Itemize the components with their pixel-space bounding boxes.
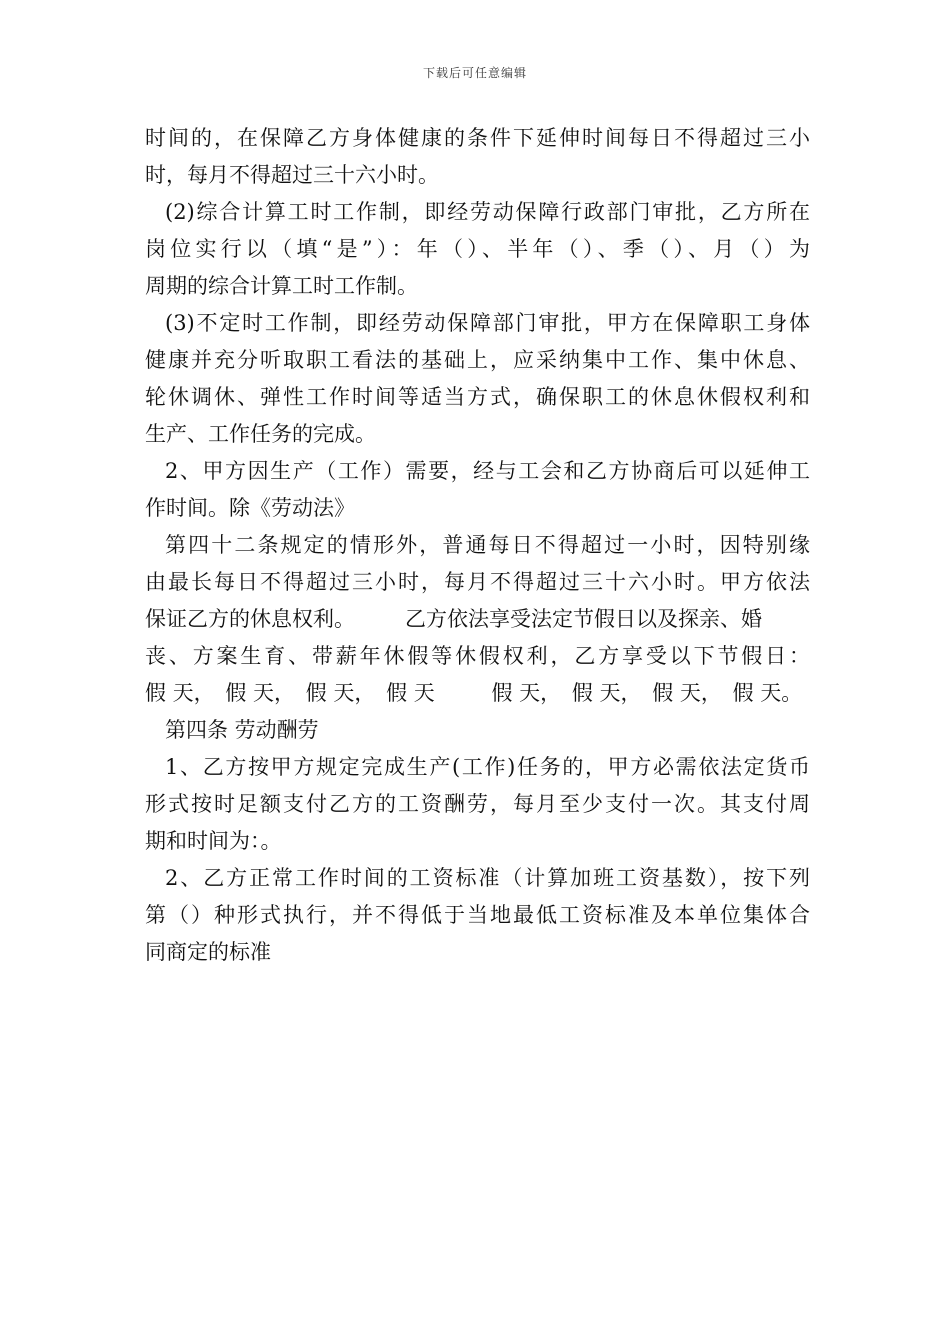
text-line: 岗位实行以（填“是”）：年（）、半年（）、季（）、月（）为 [145,237,810,261]
holiday-list [145,675,810,712]
holiday-rights-text: 乙方依法享受法定节假日以及探亲、婚 [405,607,762,631]
paragraph-block-1 [145,120,810,601]
text-line: 第四十二条规定的情形外，普通每日不得超过一小时，因特别缘 [165,533,810,557]
text-line: 2、乙方正常工作时间的工资标准（计算加班工资基数），按下列 [165,866,810,890]
holiday-item: 假 天 [386,681,435,705]
holiday-item: 假 天， [491,681,562,705]
text-line: 生产、工作任务的完成。 [145,422,376,446]
holiday-item: 假 天， [225,681,296,705]
text-line: 轮休调休、弹性工作时间等适当方式，确保职工的休息休假权利和 [145,385,810,409]
holiday-item: 假 天， [305,681,376,705]
text-line: 周期的综合计算工时工作制。 [145,274,418,298]
text-line: 期和时间为：。 [145,829,282,853]
text-line: (2)综合计算工时工作制，即经劳动保障行政部门审批，乙方所在 [165,200,810,224]
paragraph-block-2 [145,749,810,971]
text-line: 1、乙方按甲方规定完成生产(工作)任务的，甲方必需依法定货币 [165,755,810,779]
text-line: 形式按时足额支付乙方的工资酬劳，每月至少支付一次。其支付周 [145,792,810,816]
text-line-rest-rights [145,601,810,638]
text-line: 第（）种形式执行，并不得低于当地最低工资标准及本单位集体合 [145,903,810,927]
text-line: 健康并充分听取职工看法的基础上，应采纳集中工作、集中休息、 [145,348,810,372]
document-body [145,120,810,971]
section-title: 第四条 劳动酬劳 [165,718,319,742]
holiday-item: 假 天， [571,681,642,705]
text-line: 同商定的标准 [145,940,271,964]
text-line: (3)不定时工作制，即经劳动保障部门审批，甲方在保障职工身体 [165,311,810,335]
text-line: 由最长每日不得超过三小时，每月不得超过三十六小时。甲方依法 [145,570,810,594]
holiday-item: 假 天， [145,681,215,705]
text-line: 作时间。除《劳动法》 [145,496,355,520]
text-line-funeral: 丧、方案生育、带薪年休假等休假权利，乙方享受以下节假日： [145,644,810,668]
page-header: 下载后可任意编辑 [422,66,527,80]
holiday-item: 假 天。 [732,681,803,705]
holiday-item: 假 天， [652,681,722,705]
text-line: 时，每月不得超过三十六小时。 [145,163,439,187]
text-line: 时间的，在保障乙方身体健康的条件下延伸时间每日不得超过三小 [145,126,810,150]
text-line: 2、甲方因生产（工作）需要，经与工会和乙方协商后可以延伸工 [165,459,810,483]
rest-rights-text: 保证乙方的休息权利。 [145,607,355,631]
